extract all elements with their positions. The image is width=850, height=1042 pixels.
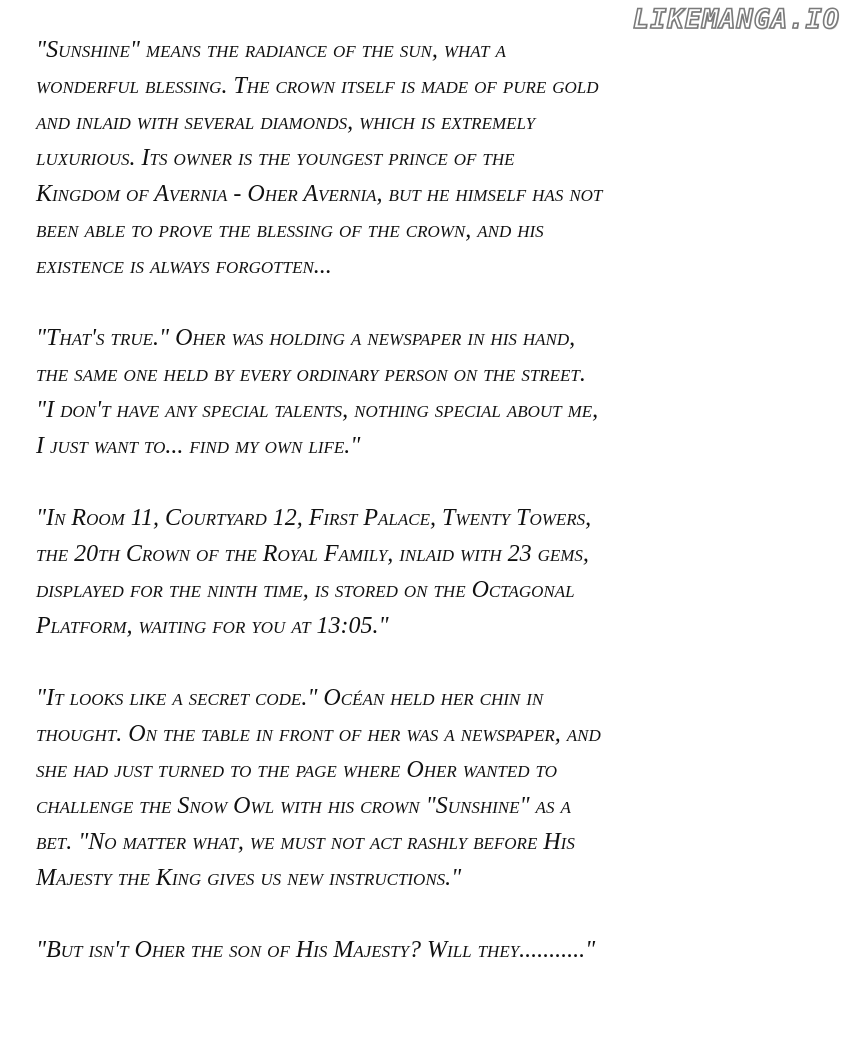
story-text (36, 32, 836, 968)
paragraph-1: "Sunshine" means the radiance of the sun, what a wonderful blessing. The crown itself is made of pure gold and inlaid with several diamonds, which is extremely luxurious. Its owner is the youngest prince of the Kingdom of Avernia - Oher Avernia, but he himself has not been able to prove the blessing of the crown, and his existence is always forgotten... (36, 37, 603, 279)
paragraph-5: "But isn't Oher the son of His Majesty? Will they..........." (36, 937, 596, 963)
paragraph-3: "In Room 11, Courtyard 12, First Palace, Twenty Towers, the 20th Crown of the Royal Family, inlaid with 23 gems, displayed for the ninth time, is stored on the Octagonal Platform, waiting for you at 13:05." (36, 505, 592, 639)
paragraph-2: "That's true." Oher was holding a newspaper in his hand, the same one held by every ordinary person on the street. "I don't have any special talents, nothing special about me, I just want to... find my own life." (36, 325, 599, 459)
paragraph-4: "It looks like a secret code." Océan held her chin in thought. On the table in front of her was a newspaper, and she had just turned to the page where Oher wanted to challenge the Snow Owl with his crown "Sunshine" as a bet. "No matter what, we must not act rashly before His Majesty the King gives us new instructions." (36, 685, 601, 891)
site-watermark: LIKEMANGA.IO (632, 4, 840, 35)
